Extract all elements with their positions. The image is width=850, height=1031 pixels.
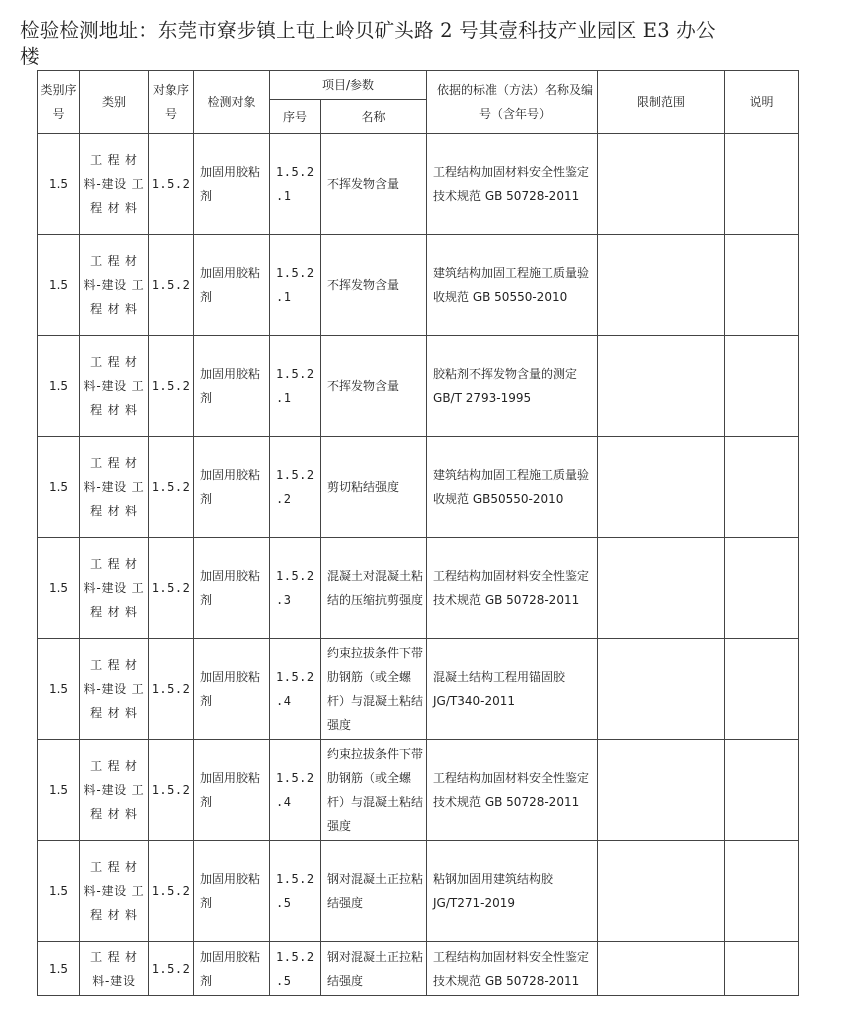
cell-object-no: 1.5.2 xyxy=(149,740,194,841)
cell-item-no: 1.5.2 .4 xyxy=(270,639,321,740)
cell-category-no: 1.5 xyxy=(38,942,80,996)
cell-item-no: 1.5.2 .5 xyxy=(270,942,321,996)
table-row xyxy=(38,336,799,437)
cell-limit xyxy=(598,336,725,437)
cell-object-no: 1.5.2 xyxy=(149,639,194,740)
col-header-category: 类别 xyxy=(80,71,149,134)
cell-object: 加固用胶粘剂 xyxy=(194,740,270,841)
address-line-1: 检验检测地址：东莞市寮步镇上屯上岭贝矿头路 2 号其壹科技产业园区 E3 办公 xyxy=(20,19,716,42)
cell-object: 加固用胶粘剂 xyxy=(194,134,270,235)
cell-standard: 工程结构加固材料安全性鉴定技术规范 GB 50728-2011 xyxy=(427,942,598,996)
cell-item-no: 1.5.2 .1 xyxy=(270,134,321,235)
cell-standard: 建筑结构加固工程施工质量验收规范 GB50550-2010 xyxy=(427,437,598,538)
cell-object-no: 1.5.2 xyxy=(149,235,194,336)
cell-limit xyxy=(598,538,725,639)
cell-note xyxy=(725,841,799,942)
cell-item-name: 不挥发物含量 xyxy=(321,235,427,336)
table-body xyxy=(38,134,799,996)
cell-object: 加固用胶粘剂 xyxy=(194,942,270,996)
table-row xyxy=(38,235,799,336)
cell-limit xyxy=(598,235,725,336)
col-header-item-group: 项目/参数 xyxy=(270,71,427,100)
cell-category: 工 程 材 料-建设 工 程 材 料 xyxy=(80,336,149,437)
cell-category-no: 1.5 xyxy=(38,437,80,538)
table-row xyxy=(38,740,799,841)
cell-category: 工 程 材 料-建设 工 程 材 料 xyxy=(80,841,149,942)
cell-item-name: 剪切粘结强度 xyxy=(321,437,427,538)
cell-item-name: 约束拉拔条件下带肋钢筋（或全螺杆）与混凝土粘结强度 xyxy=(321,639,427,740)
cell-item-no: 1.5.2 .4 xyxy=(270,740,321,841)
address-header xyxy=(20,18,830,70)
cell-standard: 混凝土结构工程用锚固胶 JG/T340-2011 xyxy=(427,639,598,740)
cell-category-no: 1.5 xyxy=(38,740,80,841)
cell-object-no: 1.5.2 xyxy=(149,538,194,639)
cell-item-name: 不挥发物含量 xyxy=(321,336,427,437)
cell-item-name: 约束拉拔条件下带肋钢筋（或全螺杆）与混凝土粘结强度 xyxy=(321,740,427,841)
cell-item-name: 钢对混凝土正拉粘结强度 xyxy=(321,841,427,942)
cell-standard: 粘钢加固用建筑结构胶 JG/T271-2019 xyxy=(427,841,598,942)
cell-category-no: 1.5 xyxy=(38,841,80,942)
col-header-item-name: 名称 xyxy=(321,100,427,134)
cell-category: 工 程 材 料-建设 工 程 材 料 xyxy=(80,235,149,336)
cell-limit xyxy=(598,942,725,996)
cell-limit xyxy=(598,437,725,538)
cell-object-no: 1.5.2 xyxy=(149,841,194,942)
cell-category-no: 1.5 xyxy=(38,235,80,336)
cell-item-no: 1.5.2 .5 xyxy=(270,841,321,942)
col-header-category-no: 类别序号 xyxy=(38,71,80,134)
cell-limit xyxy=(598,841,725,942)
cell-object-no: 1.5.2 xyxy=(149,942,194,996)
cell-object-no: 1.5.2 xyxy=(149,134,194,235)
col-header-note: 说明 xyxy=(725,71,799,134)
cell-item-name: 不挥发物含量 xyxy=(321,134,427,235)
cell-category: 工 程 材 料-建设 工 程 材 料 xyxy=(80,134,149,235)
cell-item-name: 钢对混凝土正拉粘结强度 xyxy=(321,942,427,996)
cell-item-no: 1.5.2 .1 xyxy=(270,235,321,336)
cell-category-no: 1.5 xyxy=(38,336,80,437)
cell-object-no: 1.5.2 xyxy=(149,437,194,538)
cell-standard: 工程结构加固材料安全性鉴定技术规范 GB 50728-2011 xyxy=(427,740,598,841)
table-row xyxy=(38,134,799,235)
cell-note xyxy=(725,134,799,235)
cell-note xyxy=(725,639,799,740)
cell-standard: 胶粘剂不挥发物含量的测定 GB/T 2793-1995 xyxy=(427,336,598,437)
cell-note xyxy=(725,336,799,437)
cell-standard: 工程结构加固材料安全性鉴定技术规范 GB 50728-2011 xyxy=(427,134,598,235)
cell-object: 加固用胶粘剂 xyxy=(194,437,270,538)
col-header-object: 检测对象 xyxy=(194,71,270,134)
inspection-scope-table xyxy=(37,70,799,996)
cell-note xyxy=(725,538,799,639)
cell-category: 工 程 材 料-建设 工 程 材 料 xyxy=(80,437,149,538)
cell-note xyxy=(725,235,799,336)
cell-category: 工 程 材 料-建设 工 程 材 料 xyxy=(80,740,149,841)
cell-category: 工 程 材 料-建设 工 程 材 料 xyxy=(80,639,149,740)
cell-limit xyxy=(598,639,725,740)
cell-item-no: 1.5.2 .1 xyxy=(270,336,321,437)
col-header-object-no: 对象序号 xyxy=(149,71,194,134)
cell-note xyxy=(725,942,799,996)
cell-object-no: 1.5.2 xyxy=(149,336,194,437)
cell-object: 加固用胶粘剂 xyxy=(194,336,270,437)
cell-item-name: 混凝土对混凝土粘结的压缩抗剪强度 xyxy=(321,538,427,639)
cell-note xyxy=(725,740,799,841)
cell-note xyxy=(725,437,799,538)
cell-object: 加固用胶粘剂 xyxy=(194,235,270,336)
cell-category-no: 1.5 xyxy=(38,134,80,235)
cell-item-no: 1.5.2 .3 xyxy=(270,538,321,639)
address-line-2: 楼 xyxy=(20,45,40,68)
cell-category-no: 1.5 xyxy=(38,639,80,740)
cell-object: 加固用胶粘剂 xyxy=(194,538,270,639)
col-header-item-no: 序号 xyxy=(270,100,321,134)
cell-object: 加固用胶粘剂 xyxy=(194,841,270,942)
col-header-limit: 限制范围 xyxy=(598,71,725,134)
cell-item-no: 1.5.2 .2 xyxy=(270,437,321,538)
table-row xyxy=(38,639,799,740)
table-row xyxy=(38,841,799,942)
table-row xyxy=(38,437,799,538)
table-row xyxy=(38,538,799,639)
col-header-standard: 依据的标准（方法）名称及编号（含年号） xyxy=(427,71,598,134)
cell-object: 加固用胶粘剂 xyxy=(194,639,270,740)
cell-category: 工 程 材 料-建设 xyxy=(80,942,149,996)
cell-limit xyxy=(598,134,725,235)
cell-standard: 建筑结构加固工程施工质量验收规范 GB 50550-2010 xyxy=(427,235,598,336)
table-row xyxy=(38,942,799,996)
cell-standard: 工程结构加固材料安全性鉴定技术规范 GB 50728-2011 xyxy=(427,538,598,639)
cell-limit xyxy=(598,740,725,841)
cell-category: 工 程 材 料-建设 工 程 材 料 xyxy=(80,538,149,639)
cell-category-no: 1.5 xyxy=(38,538,80,639)
